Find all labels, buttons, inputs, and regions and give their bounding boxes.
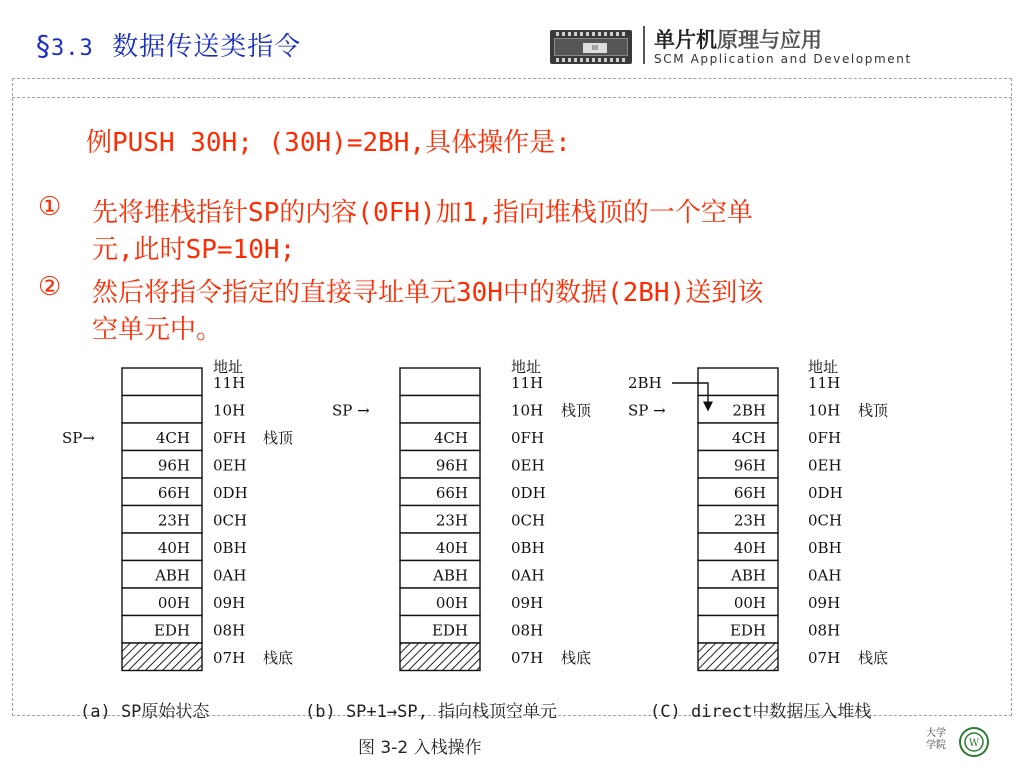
stack-cell-value: 4CH (433, 429, 468, 447)
address-header: 地址 (511, 358, 542, 376)
sp-pointer-label: SP → (628, 401, 666, 420)
address-label: 0BH (213, 539, 247, 557)
stack-cell-value: 66H (435, 484, 468, 502)
stack-cell-value: 23H (435, 511, 468, 530)
address-label: 0EH (213, 456, 247, 475)
stack-bottom-label: 栈底 (858, 649, 889, 667)
address-label: 08H (808, 621, 841, 640)
sp-pointer-label: SP→ (62, 429, 95, 447)
stack-cell-value: 40H (435, 539, 468, 557)
stack-bottom-label: 栈底 (561, 649, 592, 667)
stack-bottom-cell (400, 643, 480, 671)
section-title (36, 26, 301, 63)
caption-b: (b) SP+1→SP, 指向栈顶空单元 (305, 702, 558, 722)
address-label: 0EH (808, 456, 842, 475)
stack-cell (400, 368, 480, 396)
address-label: 0EH (511, 456, 545, 475)
address-header: 地址 (213, 358, 244, 376)
address-label: 0DH (511, 484, 546, 502)
address-label: 0AH (808, 566, 842, 585)
address-label: 0CH (808, 511, 843, 530)
step2-marker: ② (38, 272, 62, 302)
address-label: 10H (808, 401, 841, 420)
step1-marker: ① (38, 192, 62, 222)
stack-cell-value: 23H (733, 511, 766, 530)
figure-caption: 图 3-2 入栈操作 (358, 738, 482, 758)
stack-cell-value: EDH (153, 621, 190, 640)
stack-cell-value: 96H (157, 456, 190, 475)
address-label: 10H (213, 401, 246, 420)
address-label: 07H (213, 649, 246, 667)
address-label: 0AH (213, 566, 247, 585)
step1-line2: 元,此时SP=10H; (92, 235, 296, 265)
address-label: 11H (511, 374, 544, 392)
stack-cell-value: 66H (733, 484, 766, 502)
address-label: 08H (213, 621, 246, 640)
stack-cell (122, 396, 202, 424)
step2-line2: 空单元中。 (92, 315, 223, 345)
stack-top-label: 栈顶 (561, 401, 592, 420)
stack-cell-value: ABH (433, 566, 468, 585)
address-label: 09H (808, 594, 841, 612)
stack-cell-value: ABH (731, 566, 766, 585)
stack-cell (122, 368, 202, 396)
address-label: 0CH (213, 511, 248, 530)
stack-cell-value: 96H (435, 456, 468, 475)
address-label: 0FH (511, 429, 545, 447)
chip-logo-icon: III (550, 30, 632, 64)
section-symbol: § (36, 29, 51, 62)
stack-cell-value: 4CH (155, 429, 190, 447)
stack-cell-value: 23H (157, 511, 190, 530)
address-label: 07H (511, 649, 544, 667)
stack-bottom-cell (122, 643, 202, 671)
section-number: 3.3 (51, 36, 94, 61)
example-line: 例PUSH 30H; (30H)=2BH,具体操作是: (86, 128, 571, 158)
stack-cell-value: 66H (157, 484, 190, 502)
stack-bottom-label: 栈底 (263, 649, 294, 667)
stack-diagrams (0, 340, 1024, 720)
stack-top-label: 栈顶 (263, 429, 294, 447)
address-label: 09H (511, 594, 544, 612)
stack-cell-value: 00H (733, 594, 766, 612)
brand-title-bold: 单片机 (654, 27, 717, 52)
header-divider (643, 26, 645, 64)
stack-bottom-cell (698, 643, 778, 671)
stack-cell (698, 368, 778, 396)
stack-top-label: 栈顶 (858, 401, 889, 420)
address-label: 08H (511, 621, 544, 640)
stack-cell-value: EDH (431, 621, 468, 640)
address-label: 09H (213, 594, 246, 612)
address-label: 0FH (213, 429, 247, 447)
sp-pointer-label: SP → (332, 401, 370, 420)
stack-cell-value: 00H (435, 594, 468, 612)
stack-cell-value: 96H (733, 456, 766, 475)
address-label: 0CH (511, 511, 546, 530)
stack-cell-value: 2BH (732, 401, 766, 420)
address-label: 0DH (808, 484, 843, 502)
brand-subtitle: SCM Application and Development (654, 52, 912, 66)
stack-cell-value: 40H (157, 539, 190, 557)
stack-cell-value: 00H (157, 594, 190, 612)
brand-title (654, 24, 822, 54)
address-label: 0BH (808, 539, 842, 557)
address-header: 地址 (808, 358, 839, 376)
step2-line1: 然后将指令指定的直接寻址单元30H中的数据(2BH)送到该 (92, 278, 764, 308)
stack-cell (400, 396, 480, 424)
brand-title-light: 原理与应用 (717, 27, 822, 52)
section-heading: 数据传送类指令 (112, 32, 302, 62)
stack-cell-value: 40H (733, 539, 766, 557)
address-label: 11H (808, 374, 841, 392)
logo-text: 大学 学院 (926, 728, 946, 751)
content-frame-divider (12, 97, 1012, 98)
address-label: 11H (213, 374, 246, 392)
stack-cell-value: ABH (155, 566, 190, 585)
address-label: 07H (808, 649, 841, 667)
address-label: 10H (511, 401, 544, 420)
caption-c: (C) direct中数据压入堆栈 (650, 702, 872, 722)
address-label: 0AH (511, 566, 545, 585)
caption-a: (a) SP原始状态 (80, 702, 210, 722)
stack-cell-value: EDH (729, 621, 766, 640)
address-label: 0FH (808, 429, 842, 447)
address-label: 0DH (213, 484, 248, 502)
svg-text:W: W (968, 738, 980, 749)
pushed-value-label: 2BH (628, 374, 662, 392)
step1-line1: 先将堆栈指针SP的内容(0FH)加1,指向堆栈顶的一个空单 (92, 198, 753, 228)
stack-cell-value: 4CH (731, 429, 766, 447)
address-label: 0BH (511, 539, 545, 557)
